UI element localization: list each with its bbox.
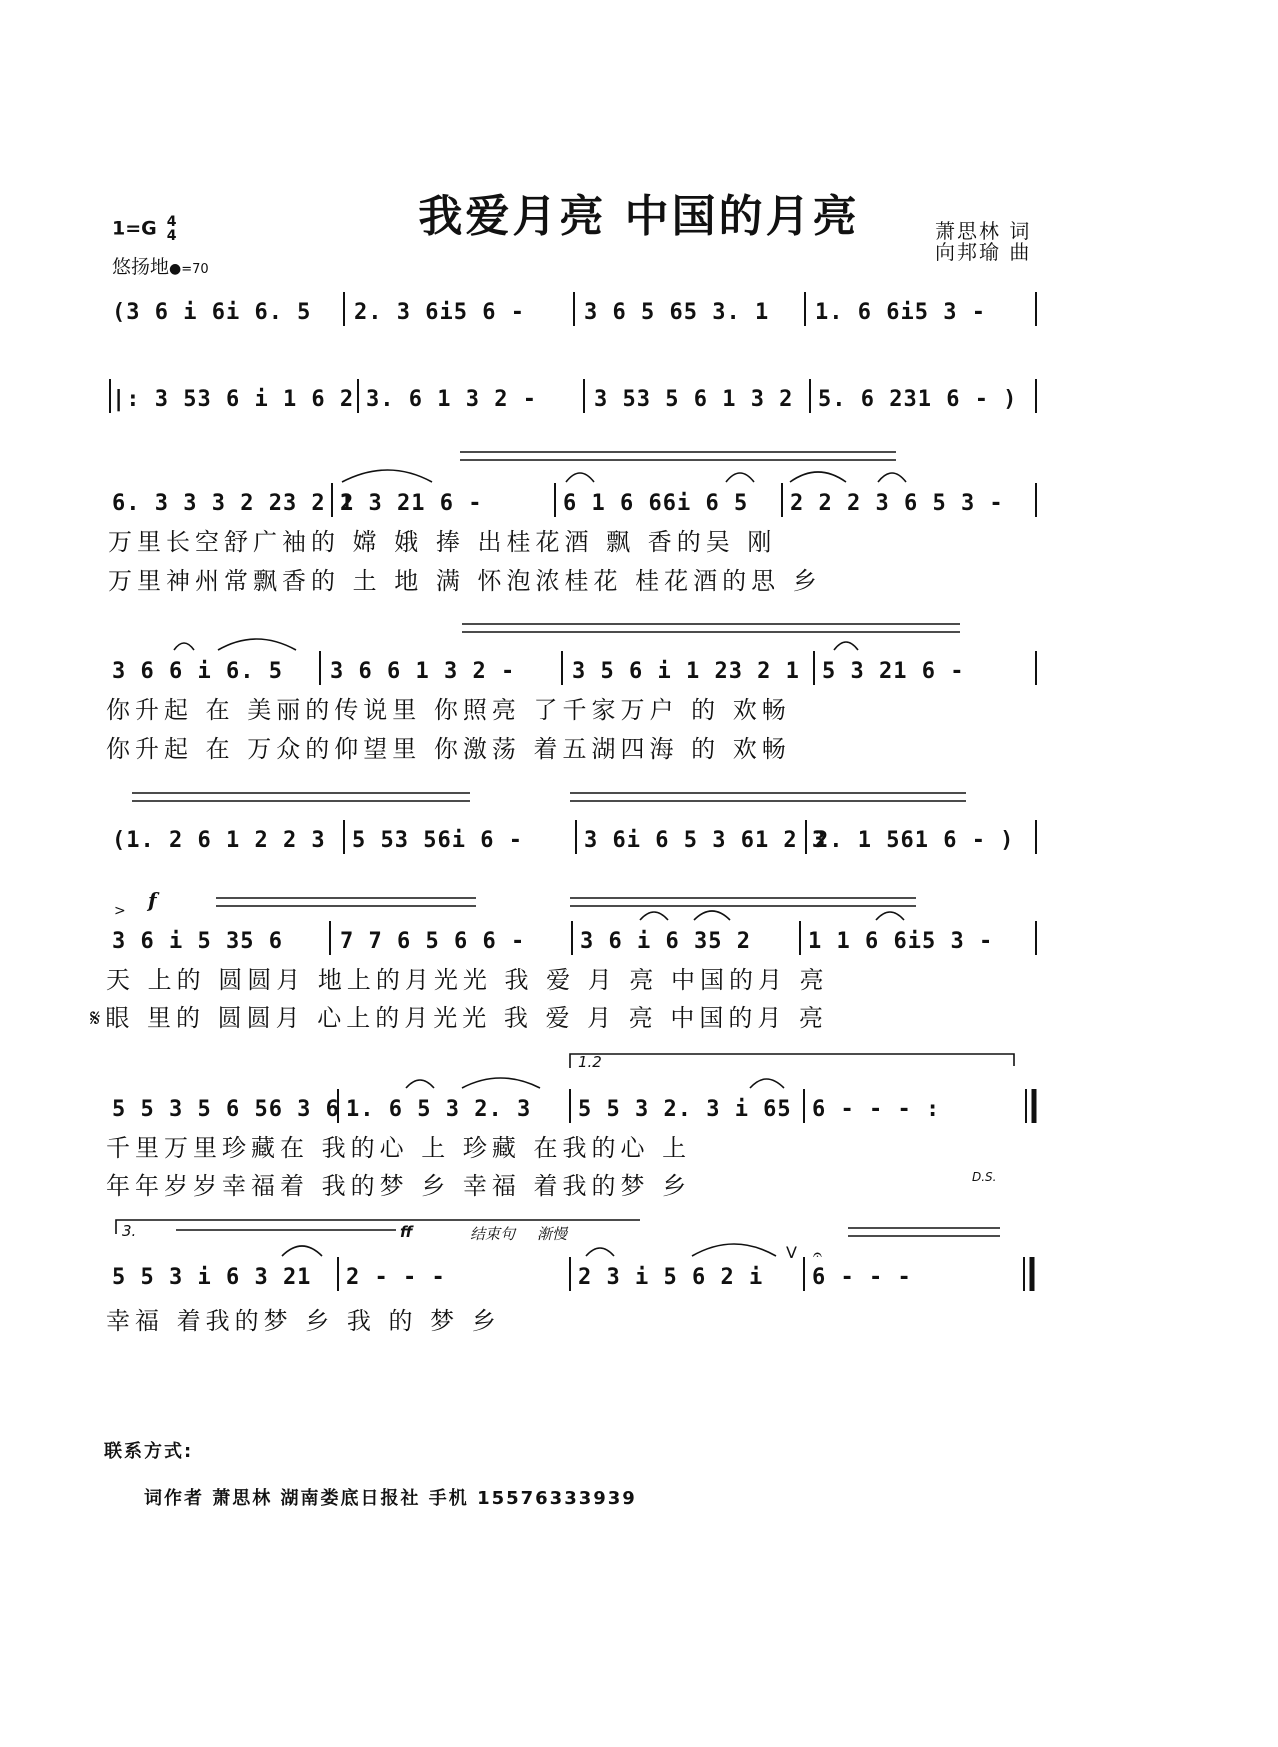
measure: 2 3 21 6 -: [340, 491, 483, 516]
measure: 3 6 6 1 3 2 -: [330, 659, 516, 684]
measure: 6 - - -: [812, 1265, 912, 1290]
song-title: 我爱月亮 中国的月亮: [418, 191, 860, 242]
measure: (3 6 i 6i 6. 5: [112, 300, 312, 325]
tempo-marking: [112, 252, 209, 279]
measure: |: 3 53 6 i 1 6 2: [112, 387, 355, 412]
measure: 6 - - - :: [812, 1097, 941, 1122]
measure: 2. 1 561 6 - ): [815, 828, 1015, 853]
lyric-line: 天 上的 圆圆月 地上的月光光 我 爱 月 亮 中国的月 亮: [106, 966, 829, 994]
composer-credit: 向邦瑜 曲: [935, 240, 1032, 264]
dynamic-mark: ff: [400, 1223, 413, 1241]
measure: 3 6 5 65 3. 1: [584, 300, 770, 325]
measure: 1 1 6 6i5 3 -: [808, 929, 994, 954]
measure: (1. 2 6 1 2 2 3: [112, 828, 326, 853]
measure: 3 6i 6 5 3 61 2 3: [584, 828, 827, 853]
breath-mark: V: [786, 1243, 797, 1262]
measure: 5 5 3 i 6 3 21: [112, 1265, 312, 1290]
ritardando-mark: 渐慢: [537, 1225, 568, 1243]
lyric-line: 你升起 在 万众的仰望里 你激荡 着五湖四海 的 欢畅: [106, 735, 791, 763]
lyricist-credit: 萧思林 词: [935, 219, 1032, 243]
contact-heading: 联系方式:: [104, 1441, 194, 1462]
measure: 5 5 3 2. 3 i 65: [578, 1097, 792, 1122]
accent-mark: >: [114, 903, 126, 919]
measure: 1. 6 6i5 3 -: [815, 300, 986, 325]
ds-mark: D.S.: [972, 1170, 997, 1184]
measure: 3 6 i 5 35 6: [112, 929, 283, 954]
ending-mark: 结束句: [470, 1225, 516, 1243]
lyric-line: 万里神州常飘香的 土 地 满 怀泡浓桂花 桂花酒的思 乡: [108, 567, 822, 595]
dynamic-mark: f: [148, 888, 157, 912]
volta-label: 1.2: [578, 1053, 602, 1071]
tempo-value: =70: [181, 262, 209, 277]
lyric-line: 𝄋眼 里的 圆圆月 心上的月光光 我 爱 月 亮 中国的月 亮: [90, 1004, 828, 1032]
measure: 3 6 6 i 6. 5: [112, 659, 283, 684]
measure: 3 53 5 6 1 3 2: [594, 387, 794, 412]
key-signature: [112, 215, 177, 243]
contact-line: 词作者 萧思林 湖南娄底日报社 手机 15576333939: [144, 1488, 637, 1509]
lyric-line: 幸福 着我的梦 乡 我 的 梦 乡: [106, 1307, 501, 1335]
quarter-note-icon: ●: [169, 261, 182, 277]
key-label: 1=G: [112, 217, 157, 240]
measure: 2 2 2 3 6 5 3 -: [790, 491, 1004, 516]
lyric-line: 千里万里珍藏在 我的心 上 珍藏 在我的心 上: [106, 1134, 692, 1162]
measure: 2 - - -: [346, 1265, 446, 1290]
measure: 7 7 6 5 6 6 -: [340, 929, 526, 954]
measure: 6 1 6 66i 6 5: [563, 491, 749, 516]
volta-label: 3.: [122, 1222, 137, 1240]
measure: 5 53 56i 6 -: [352, 828, 523, 853]
measure: 3. 6 1 3 2 -: [366, 387, 537, 412]
measure: 1. 6 5 3 2. 3: [346, 1097, 532, 1122]
measure: 2 3 i 5 6 2 i: [578, 1265, 764, 1290]
measure: 2. 3 6i5 6 -: [354, 300, 525, 325]
time-bottom: 4: [166, 228, 177, 244]
time-signature: [167, 215, 177, 243]
measure: 3 6 i 6 35 2: [580, 929, 751, 954]
lyric-line: 你升起 在 美丽的传说里 你照亮 了千家万户 的 欢畅: [106, 696, 791, 724]
lyric-line: 万里长空舒广袖的 嫦 娥 捧 出桂花酒 飘 香的吴 刚: [108, 528, 777, 556]
time-top: 4: [166, 214, 177, 230]
measure: 5. 6 231 6 - ): [818, 387, 1018, 412]
fermata-icon: 𝄐: [813, 1245, 822, 1264]
tempo-text: 悠扬地: [112, 256, 170, 278]
measure: 5 5 3 5 6 56 3 6: [112, 1097, 340, 1122]
measure: 5 3 21 6 -: [822, 659, 965, 684]
lyric-line: 年年岁岁幸福着 我的梦 乡 幸福 着我的梦 乡: [106, 1172, 692, 1200]
measure: 6. 3 3 3 2 23 2 1: [112, 491, 355, 516]
measure: 3 5 6 i 1 23 2 1: [572, 659, 800, 684]
